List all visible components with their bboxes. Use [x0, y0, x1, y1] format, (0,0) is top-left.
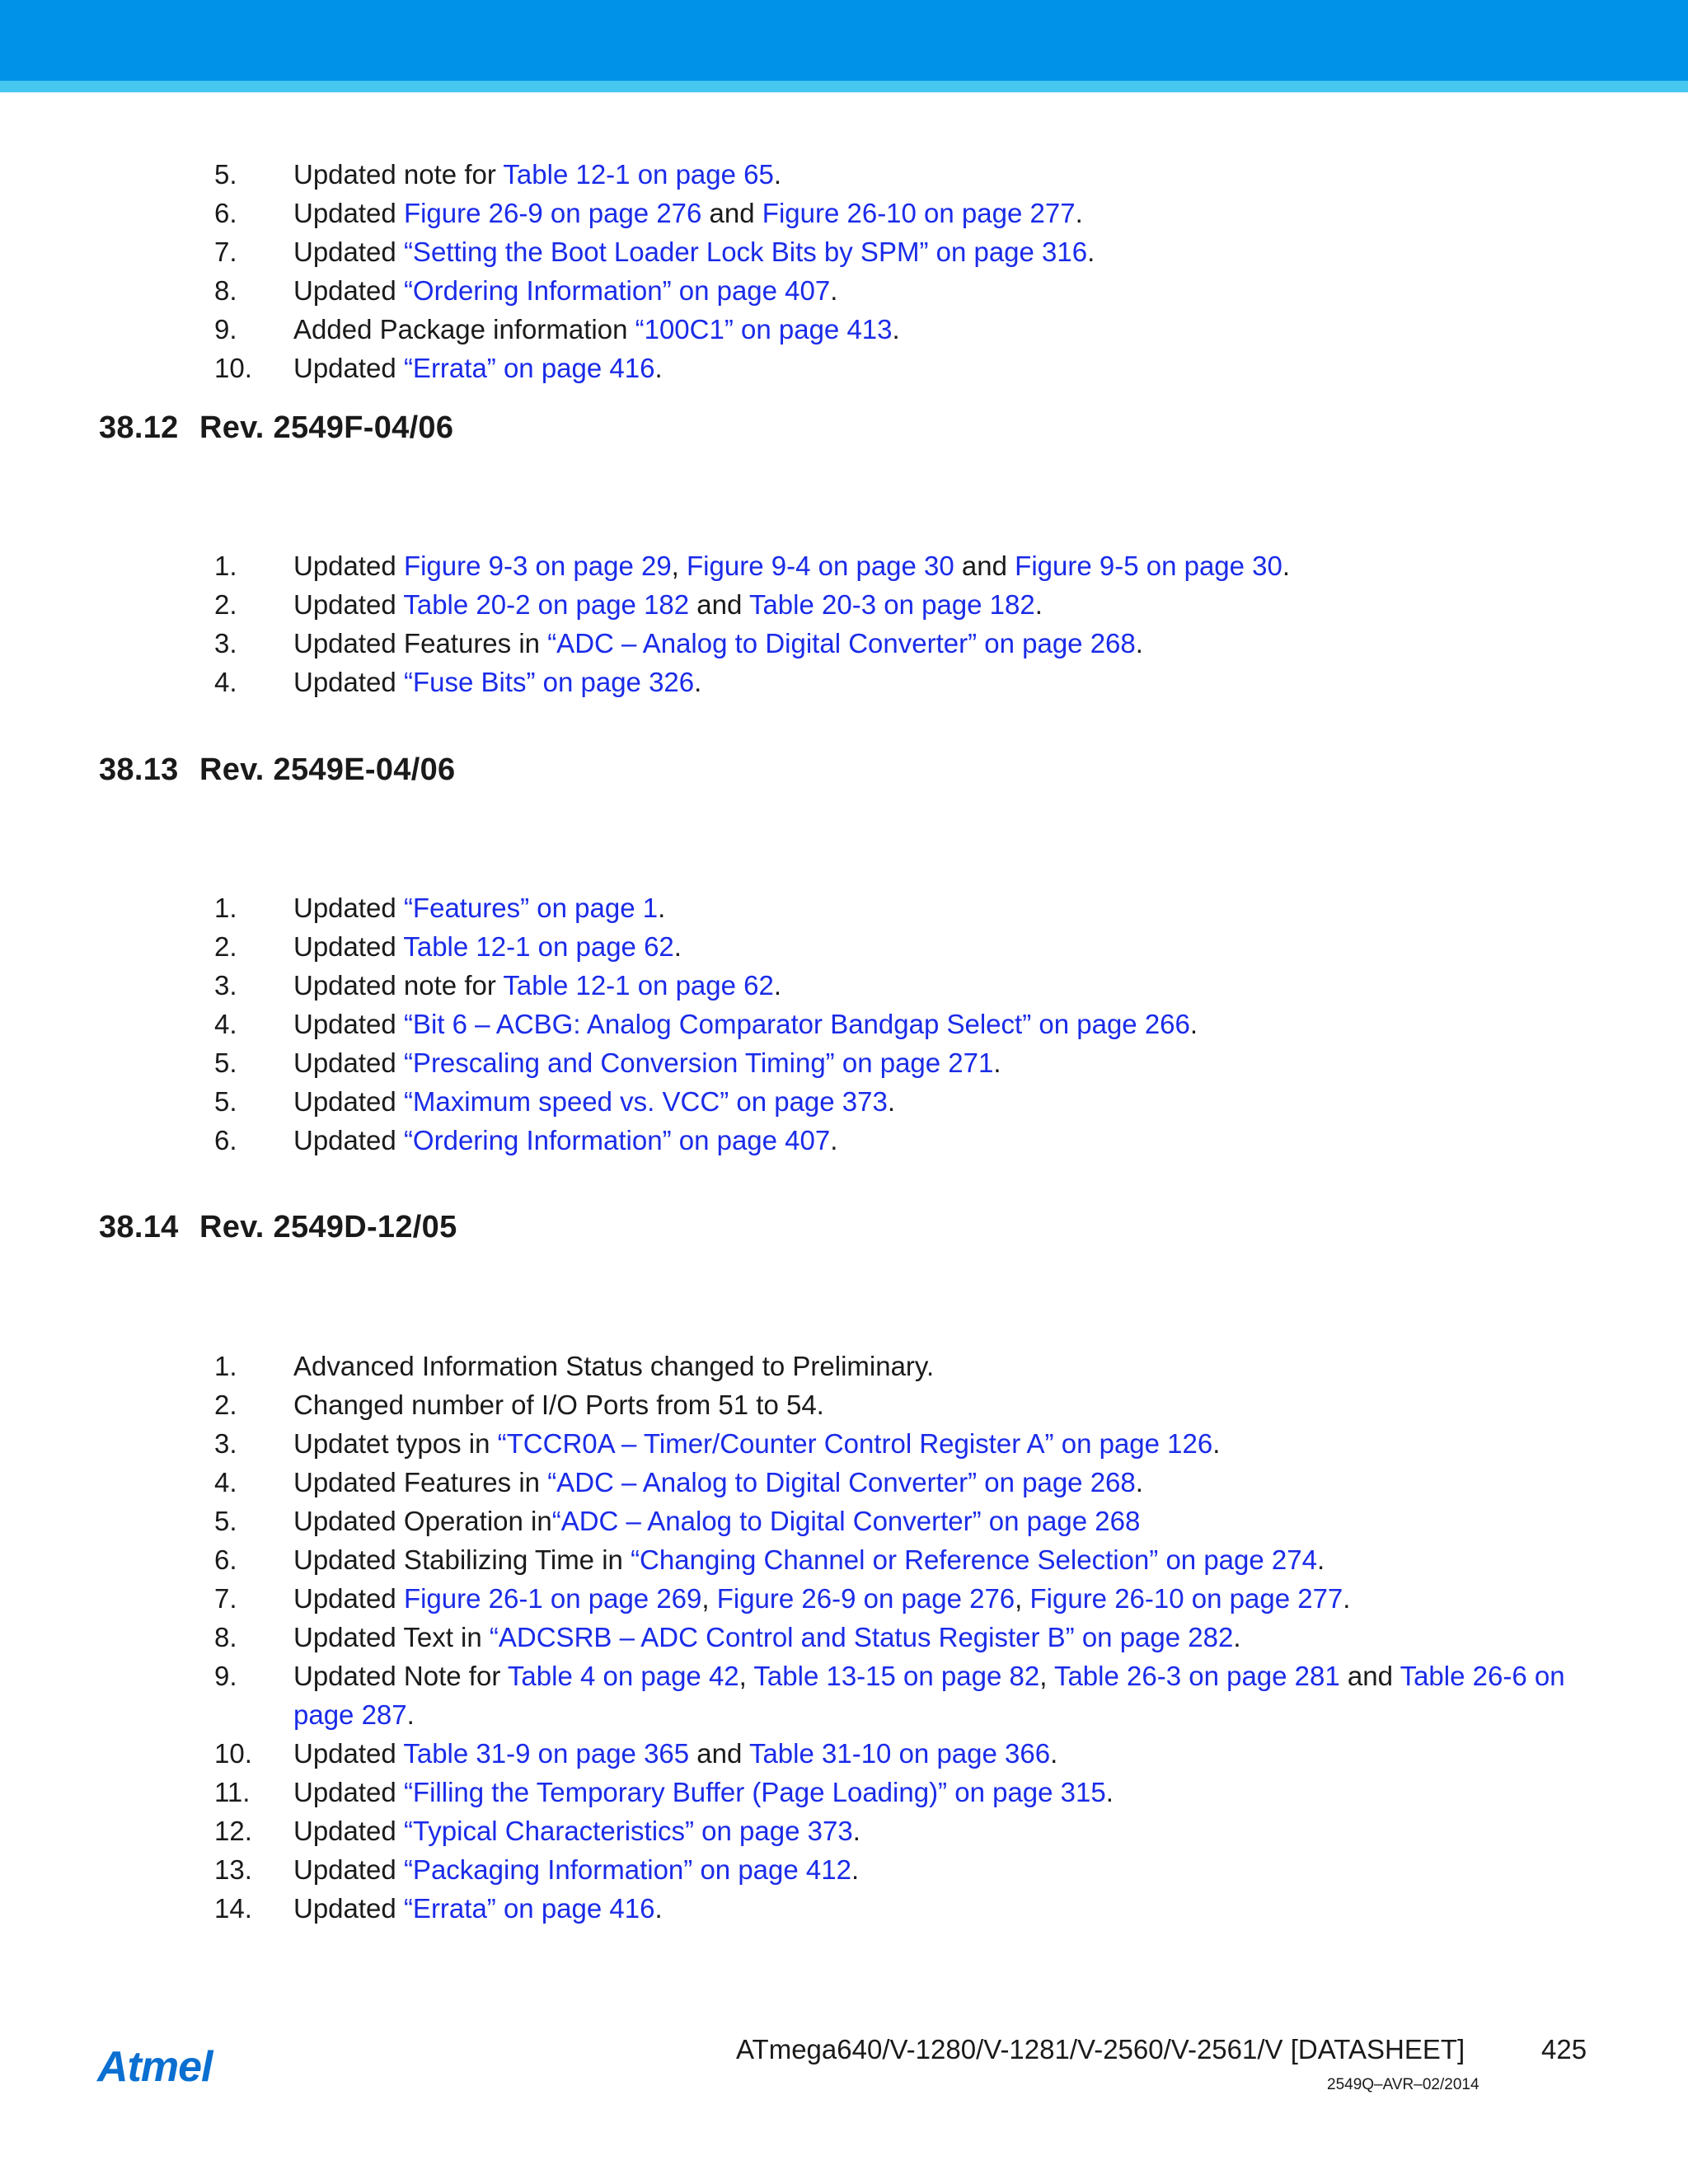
item-text-segment: Updated	[293, 275, 404, 306]
item-text	[293, 1618, 1579, 1657]
item-text-segment: .	[694, 667, 702, 697]
item-text-segment: Updated Text in	[293, 1622, 490, 1652]
item-text-segment: Updated	[293, 1583, 404, 1614]
item-text	[293, 1773, 1579, 1811]
item-number: 3.	[214, 970, 237, 1001]
item-text-segment: .	[993, 1047, 1001, 1078]
list-item	[0, 624, 1579, 663]
list-item	[0, 349, 1579, 387]
item-text-segment: Updated Operation in	[293, 1506, 552, 1536]
cross-reference-link[interactable]: Figure 26-1 on page 269	[403, 1583, 702, 1614]
revision-list	[0, 1347, 1579, 1928]
item-text-segment: Updated	[293, 1816, 404, 1846]
item-text-segment: Updatet typos in	[293, 1428, 498, 1459]
item-text-segment: .	[1212, 1428, 1221, 1459]
item-text-segment: Advanced Information Status changed to Preliminary.	[293, 1351, 935, 1381]
item-text-segment: ,	[1039, 1661, 1054, 1691]
item-number: 3.	[214, 628, 237, 658]
item-text-segment: .	[1135, 1467, 1143, 1497]
item-text-segment: .	[851, 1854, 860, 1885]
item-number: 6.	[214, 1544, 237, 1575]
item-text-segment: Updated	[293, 1125, 404, 1155]
item-text-segment: .	[1034, 589, 1043, 620]
list-item	[0, 1385, 1579, 1424]
item-text-segment: .	[1282, 551, 1291, 581]
item-text-segment: and	[689, 589, 749, 620]
cross-reference-link[interactable]: Table 12-1 on page 62	[403, 931, 674, 962]
cross-reference-link[interactable]: Figure 26-10 on page 277	[762, 198, 1076, 228]
item-text-segment: Updated	[293, 1777, 404, 1807]
item-text	[293, 155, 1579, 194]
item-text	[293, 1811, 1579, 1850]
list-item	[0, 1502, 1579, 1540]
item-text-segment: Updated	[293, 1047, 404, 1078]
cross-reference-link[interactable]: “Errata” on page 416	[403, 1893, 655, 1924]
cross-reference-link[interactable]: “Maximum speed vs. VCC” on page 373	[403, 1086, 888, 1117]
item-text-segment: Updated	[293, 551, 404, 581]
item-number: 9.	[214, 314, 237, 344]
item-text-segment: ,	[738, 1661, 754, 1691]
section-title: Rev. 2549D-12/05	[199, 1210, 457, 1244]
item-text-segment: Updated	[293, 353, 404, 383]
section-number: 38.13	[99, 752, 179, 787]
item-text-segment: .	[406, 1699, 415, 1730]
item-text-segment: and	[1339, 1661, 1400, 1691]
cross-reference-link[interactable]: Table 31-10 on page 366	[748, 1738, 1051, 1769]
item-text-segment: ,	[1015, 1583, 1030, 1614]
item-text-segment: Updated	[293, 1009, 404, 1039]
item-number: 1.	[214, 893, 237, 923]
cross-reference-link[interactable]: “Setting the Boot Loader Lock Bits by SPM” on page 316	[403, 237, 1088, 267]
item-text-segment: Updated Features in	[293, 1467, 548, 1497]
cross-reference-link[interactable]: “Prescaling and Conversion Timing” on page 271	[403, 1047, 994, 1078]
page-number: 425	[1541, 2034, 1587, 2064]
item-text-segment: and	[689, 1738, 749, 1769]
item-number: 3.	[214, 1428, 237, 1459]
item-text-segment: and	[954, 551, 1015, 581]
item-text	[293, 1579, 1579, 1618]
item-number: 9.	[214, 1661, 237, 1691]
item-text-segment: Updated note for	[293, 159, 504, 190]
cross-reference-link[interactable]: Table 26-3 on page 281	[1053, 1661, 1340, 1691]
cross-reference-link[interactable]: “Ordering Information” on page 407	[403, 275, 831, 306]
item-text-segment: Updated note for	[293, 970, 504, 1001]
list-item	[0, 194, 1579, 232]
cross-reference-link[interactable]: Table 20-3 on page 182	[748, 589, 1035, 620]
item-text-segment: .	[658, 893, 666, 923]
cross-reference-link[interactable]: “Changing Channel or Reference Selection” on page 274	[631, 1544, 1317, 1575]
item-number: 1.	[214, 1351, 237, 1381]
cross-reference-link[interactable]: “ADC – Analog to Digital Converter” on page 268	[551, 1506, 1141, 1536]
section-heading	[99, 1210, 457, 1245]
item-text	[293, 1502, 1579, 1540]
cross-reference-link[interactable]: “Filling the Temporary Buffer (Page Loading)” on page 315	[403, 1777, 1106, 1807]
section-heading	[99, 410, 453, 446]
item-text-segment: .	[1316, 1544, 1325, 1575]
item-text-segment: .	[1050, 1738, 1058, 1769]
section-number: 38.12	[99, 410, 179, 445]
list-item	[0, 1347, 1579, 1385]
item-text	[293, 1540, 1579, 1579]
item-text-segment: .	[852, 1816, 860, 1846]
list-item	[0, 1579, 1579, 1618]
item-text	[293, 888, 1579, 927]
cross-reference-link[interactable]: “Fuse Bits” on page 326	[403, 667, 695, 697]
item-number: 2.	[214, 1390, 237, 1420]
list-item	[0, 888, 1579, 927]
cross-reference-link[interactable]: Table 26-6 on page 287	[293, 1661, 1565, 1730]
cross-reference-link[interactable]: Table 4 on page 42	[507, 1661, 739, 1691]
cross-reference-link[interactable]: “100C1” on page 413	[635, 314, 893, 344]
list-item	[0, 155, 1579, 194]
item-text-segment: ,	[701, 1583, 717, 1614]
cross-reference-link[interactable]: Figure 9-5 on page 30	[1015, 551, 1282, 581]
document-title: ATmega640/V-1280/V-1281/V-2560/V-2561/V [DATASHEET]	[736, 2034, 1465, 2064]
list-item	[0, 585, 1579, 624]
revision-list	[0, 888, 1579, 1160]
list-item	[0, 1850, 1579, 1889]
item-text-segment: .	[1087, 237, 1095, 267]
item-text	[293, 271, 1579, 310]
list-item	[0, 1657, 1579, 1734]
list-item	[0, 1773, 1579, 1811]
item-text-segment: .	[1105, 1777, 1114, 1807]
item-text-segment: Updated	[293, 237, 404, 267]
item-text-segment: .	[1189, 1009, 1198, 1039]
list-item	[0, 1121, 1579, 1160]
list-item	[0, 1734, 1579, 1773]
item-text-segment: .	[773, 159, 782, 190]
item-number: 4.	[214, 667, 237, 697]
item-text-segment: Updated	[293, 1738, 404, 1769]
item-text	[293, 1734, 1579, 1773]
cross-reference-link[interactable]: Table 12-1 on page 62	[503, 970, 774, 1001]
list-item	[0, 927, 1579, 966]
item-text	[293, 663, 1579, 701]
item-text-segment: Updated Stabilizing Time in	[293, 1544, 631, 1575]
item-text-segment: .	[654, 1893, 663, 1924]
item-number: 2.	[214, 931, 237, 962]
list-item	[0, 271, 1579, 310]
item-text	[293, 1043, 1579, 1082]
item-text-segment: Updated	[293, 1893, 404, 1924]
list-item	[0, 1889, 1579, 1928]
cross-reference-link[interactable]: Figure 26-10 on page 277	[1029, 1583, 1343, 1614]
list-item	[0, 310, 1579, 349]
item-text-segment: ,	[671, 551, 687, 581]
item-text	[293, 1463, 1579, 1502]
item-text	[293, 546, 1579, 585]
list-item	[0, 1005, 1579, 1043]
item-text	[293, 1385, 1579, 1424]
item-number: 1.	[214, 551, 237, 581]
item-text-segment: .	[1135, 628, 1143, 658]
cross-reference-link[interactable]: “ADC – Analog to Digital Converter” on page 268	[547, 628, 1136, 658]
item-number: 4.	[214, 1467, 237, 1497]
item-text-segment: .	[673, 931, 682, 962]
item-text	[293, 1005, 1579, 1043]
item-text-segment: .	[1233, 1622, 1241, 1652]
item-text-segment: .	[830, 275, 838, 306]
list-item	[0, 1463, 1579, 1502]
section-title: Rev. 2549E-04/06	[199, 752, 456, 787]
item-text-segment: .	[1343, 1583, 1351, 1614]
item-number: 13.	[214, 1854, 252, 1885]
atmel-logo: Atmel	[97, 2043, 213, 2091]
cross-reference-link[interactable]: Table 20-2 on page 182	[403, 589, 690, 620]
item-text	[293, 1889, 1579, 1928]
item-text	[293, 1082, 1579, 1121]
revision-list	[0, 155, 1579, 387]
cross-reference-link[interactable]: Figure 9-3 on page 29	[403, 551, 672, 581]
item-number: 10.	[214, 353, 252, 383]
revision-list	[0, 546, 1579, 701]
cross-reference-link[interactable]: Figure 26-9 on page 276	[716, 1583, 1015, 1614]
cross-reference-link[interactable]: Figure 9-4 on page 30	[687, 551, 954, 581]
item-number: 7.	[214, 1583, 237, 1614]
item-number: 12.	[214, 1816, 252, 1846]
cross-reference-link[interactable]: “Typical Characteristics” on page 373	[403, 1816, 853, 1846]
item-number: 7.	[214, 237, 237, 267]
item-number: 5.	[214, 1506, 237, 1536]
list-item	[0, 1043, 1579, 1082]
item-text-segment: Updated	[293, 893, 404, 923]
item-text	[293, 1424, 1579, 1463]
item-text-segment: .	[1075, 198, 1083, 228]
item-text	[293, 349, 1579, 387]
item-text-segment: .	[773, 970, 782, 1001]
item-number: 6.	[214, 1125, 237, 1155]
list-item	[0, 1082, 1579, 1121]
document-code: 2549Q–AVR–02/2014	[1327, 2076, 1479, 2093]
item-number: 2.	[214, 589, 237, 620]
item-text-segment: and	[701, 198, 762, 228]
list-item	[0, 232, 1579, 271]
list-item	[0, 1424, 1579, 1463]
item-number: 10.	[214, 1738, 252, 1769]
cross-reference-link[interactable]: “Features” on page 1	[403, 893, 659, 923]
item-text-segment: Updated	[293, 1086, 404, 1117]
item-text	[293, 1657, 1579, 1734]
item-text	[293, 194, 1579, 232]
section-number: 38.14	[99, 1210, 179, 1244]
item-number: 11.	[214, 1777, 251, 1807]
list-item	[0, 1540, 1579, 1579]
cross-reference-link[interactable]: Table 31-9 on page 365	[403, 1738, 690, 1769]
item-text	[293, 585, 1579, 624]
item-text-segment: Added Package information	[293, 314, 635, 344]
cross-reference-link[interactable]: “Errata” on page 416	[403, 353, 655, 383]
item-text	[293, 927, 1579, 966]
cross-reference-link[interactable]: “Ordering Information” on page 407	[403, 1125, 831, 1155]
item-number: 8.	[214, 275, 237, 306]
section-heading	[99, 752, 455, 788]
item-text-segment: Updated Note for	[293, 1661, 508, 1691]
item-number: 5.	[214, 1047, 237, 1078]
item-number: 5.	[214, 1086, 237, 1117]
item-text-segment: Updated	[293, 667, 404, 697]
list-item	[0, 546, 1579, 585]
item-text-segment: .	[830, 1125, 838, 1155]
list-item	[0, 663, 1579, 701]
list-item	[0, 1811, 1579, 1850]
cross-reference-link[interactable]: “Packaging Information” on page 412	[403, 1854, 851, 1885]
item-text-segment: .	[892, 314, 900, 344]
item-number: 4.	[214, 1009, 237, 1039]
item-text	[293, 624, 1579, 663]
list-item	[0, 1618, 1579, 1657]
item-text-segment: Updated	[293, 931, 404, 962]
item-number: 6.	[214, 198, 237, 228]
section-title: Rev. 2549F-04/06	[199, 410, 454, 445]
cross-reference-link[interactable]: Table 13-15 on page 82	[753, 1661, 1040, 1691]
item-number: 8.	[214, 1622, 237, 1652]
item-text	[293, 966, 1579, 1005]
item-text-segment: .	[887, 1086, 896, 1117]
item-text-segment: Updated	[293, 198, 404, 228]
cross-reference-link[interactable]: Figure 26-9 on page 276	[403, 198, 702, 228]
cross-reference-link[interactable]: “TCCR0A – Timer/Counter Control Register A” on page 126	[497, 1428, 1213, 1459]
cross-reference-link[interactable]: “Bit 6 – ACBG: Analog Comparator Bandgap Select” on page 266	[403, 1009, 1190, 1039]
item-text-segment: Changed number of I/O Ports from 51 to 54.	[293, 1390, 824, 1420]
item-text	[293, 1850, 1579, 1889]
list-item	[0, 966, 1579, 1005]
item-text-segment: Updated Features in	[293, 628, 548, 658]
item-text-segment: Updated	[293, 1854, 404, 1885]
cross-reference-link[interactable]: Table 12-1 on page 65	[503, 159, 774, 190]
item-text	[293, 1121, 1579, 1160]
header-strip	[0, 81, 1688, 92]
item-number: 5.	[214, 159, 237, 190]
item-number: 14.	[214, 1893, 252, 1924]
item-text	[293, 232, 1579, 271]
item-text	[293, 1347, 1579, 1385]
header-band	[0, 0, 1688, 81]
cross-reference-link[interactable]: “ADC – Analog to Digital Converter” on page 268	[547, 1467, 1136, 1497]
item-text-segment: Updated	[293, 589, 404, 620]
item-text	[293, 310, 1579, 349]
cross-reference-link[interactable]: “ADCSRB – ADC Control and Status Register B” on page 282	[489, 1622, 1234, 1652]
item-text-segment: .	[654, 353, 663, 383]
